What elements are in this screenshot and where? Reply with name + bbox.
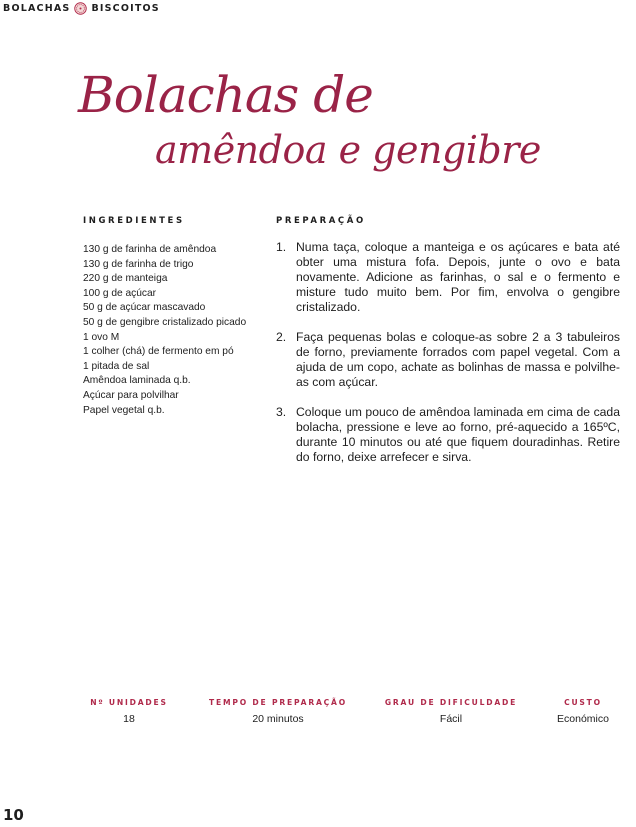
stat-value: Fácil (439, 713, 463, 725)
stat-difficulty (376, 698, 526, 725)
ingredient-item: 50 g de açúcar mascavado (83, 302, 206, 314)
page-number: 10 (3, 806, 24, 824)
recipe-title-line1: Bolachas de (78, 66, 373, 124)
ingredient-item: 130 g de farinha de amêndoa (83, 244, 217, 255)
ingredient-item: 1 colher (chá) de fermento em pó (83, 346, 234, 358)
preparation-step (276, 240, 620, 315)
stat-units (54, 698, 204, 725)
ingredient-item: 1 pitada de sal (83, 360, 150, 372)
stat-label: TEMPO DE PREPARAÇÃO (209, 698, 347, 707)
step-number: 1. (276, 240, 287, 254)
ingredients-heading: INGREDIENTES (83, 216, 185, 226)
section-header (3, 2, 160, 15)
stat-value: 20 minutos (252, 713, 304, 725)
ingredient-item: Papel vegetal q.b. (83, 404, 165, 416)
stat-label: Nº UNIDADES (90, 698, 168, 707)
step-text: Numa taça, coloque a manteiga e os açúcares e bata até obter uma mistura fofa. Depois, junte o ovo e bata novamente. Adicione as farinhas, o sal e o fermento e misture tudo muito bem. Por fim, envolva o gengibre cristalizado. (296, 240, 620, 314)
recipe-title-line2: amêndoa e gengibre (155, 128, 541, 172)
ingredient-item: 100 g de açúcar (83, 287, 157, 299)
section-label: BOLACHAS (3, 3, 71, 14)
stat-prep-time (203, 698, 353, 725)
section-sublabel: BISCOITOS (91, 3, 160, 14)
ingredients-list (83, 243, 263, 418)
stat-label: GRAU DE DIFICULDADE (384, 698, 518, 707)
preparation-step (276, 330, 620, 390)
step-number: 2. (276, 330, 287, 344)
stat-label: CUSTO (564, 698, 602, 707)
step-text: Faça pequenas bolas e coloque-as sobre 2 a 3 tabuleiros de forno, previamente forrados com papel vegetal. Com a ajuda de um copo, achate as bolinhas de massa e polvilhe-as com açúcar. (296, 330, 620, 389)
ingredient-item: 130 g de farinha de trigo (83, 258, 194, 270)
preparation-step (276, 405, 620, 465)
stat-value: Económico (557, 713, 609, 725)
ingredient-item: 50 g de gengibre cristalizado picado (83, 316, 247, 328)
step-number: 3. (276, 405, 287, 419)
preparation-heading: PREPARAÇÃO (276, 216, 366, 226)
ingredient-item: Amêndoa laminada q.b. (83, 375, 191, 387)
ingredient-item: Açúcar para polvilhar (83, 389, 179, 401)
cookie-icon (74, 2, 87, 15)
step-text: Coloque um pouco de amêndoa laminada em cima de cada bolacha, pressione e leve ao forno, pré-aquecido a 165ºC, durante 10 minutos ou até que fiquem douradinhas. Retire do forno, deixe arrefecer e sirva. (296, 405, 620, 464)
ingredient-item: 220 g de manteiga (83, 273, 168, 285)
stat-cost (508, 698, 636, 725)
stat-value: 18 (123, 713, 135, 725)
preparation-steps (276, 240, 620, 480)
ingredient-item: 1 ovo M (83, 331, 120, 343)
